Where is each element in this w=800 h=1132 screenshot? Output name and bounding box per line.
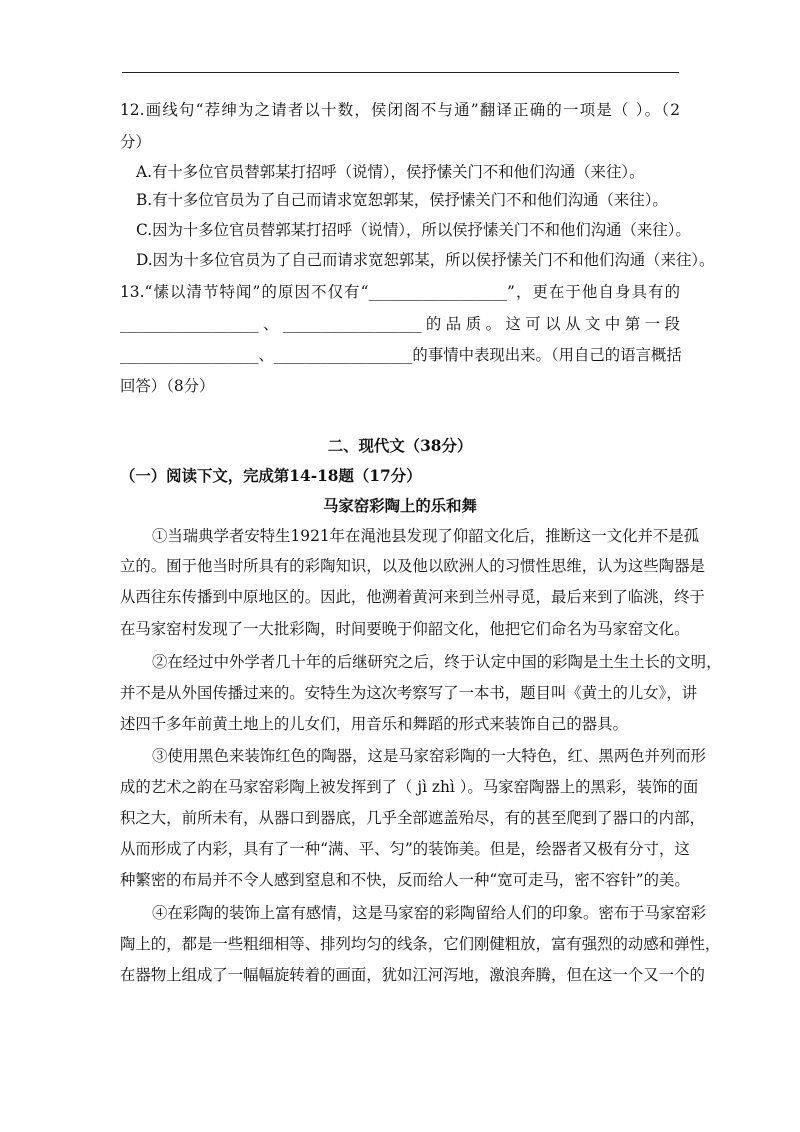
passage-line: 并不是从外国传播过来的。安特生为这次考察写了一本书，题目叫《黄土的儿女》，讲 <box>120 684 698 702</box>
q12-option-b: B.有十多位官员为了自己而请求宽恕郭某，侯抒愫关门不和他们沟通（来往）。 <box>136 191 668 209</box>
passage-line: 在器物上组成了一幅幅旋转着的画面，犹如江河泻地，激浪奔腾，但在这一个又一个的 <box>120 966 705 984</box>
q12-option-a: A.有十多位官员替郭某打招呼（说情），侯抒愫关门不和他们沟通（来往）。 <box>136 163 645 181</box>
passage-title: 马家窑彩陶上的乐和舞 <box>323 497 477 515</box>
q13-line1: 13.“愫以清节特闻”的原因不仅有“__________________”，更在于他自身具有的 <box>120 283 680 301</box>
passage-line: ①当瑞典学者安特生1921年在渑池县发现了仰韶文化后，推断这一文化并不是孤 <box>152 527 700 545</box>
passage-line: ③使用黑色来装饰红色的陶器，这是马家窑彩陶的一大特色，红、黑两色并列而形 <box>152 747 707 765</box>
section-sub-heading: （一）阅读下文，完成第14-18题（17分） <box>120 467 422 485</box>
passage-line: ②在经过中外学者几十年的后继研究之后，终于认定中国的彩陶是土生土长的文明， <box>152 653 722 671</box>
passage-line: 积之大，前所未有，从器口到器底，几乎全部遮盖殆尽，有的甚至爬到了器口的内部， <box>120 809 705 827</box>
q12-option-d: D.因为十多位官员为了自己而请求宽恕郭某，所以侯抒愫关门不和他们沟通（来往）。 <box>136 251 715 269</box>
passage-line: 在马家窑村发现了一大批彩陶，时间要晚于仰韶文化，他把它们命名为马家窑文化。 <box>120 620 690 638</box>
q13-line2: __________________、__________________的品质。这可以从文中第一段 <box>120 315 680 333</box>
passage-line: 成的艺术之韵在马家窑彩陶上被发挥到了（ jì zhì ）。马家窑陶器上的黑彩，装饰的面 <box>120 778 699 796</box>
passage-line: 从西往东传播到中原地区的。因此，他溯着黄河来到兰州寻觅，最后来到了临洮，终于 <box>120 588 705 606</box>
q12-line2: 分） <box>120 133 151 151</box>
passage-line: 陶上的，都是一些粗细相等、排列均匀的线条，它们刚健粗放，富有强烈的动感和弹性， <box>120 935 721 953</box>
q12-line1: 12.画线句“荐绅为之请者以十数，侯闭阁不与通”翻译正确的一项是（ ）。（2 <box>120 101 680 119</box>
passage-line: 述四千多年前黄土地上的儿女们，用音乐和舞蹈的形式来装饰自己的器具。 <box>120 715 628 733</box>
q13-line4: 回答）（8分） <box>120 377 215 395</box>
passage-line: ④在彩陶的装饰上富有感情，这是马家窑的彩陶留给人们的印象。密布于马家窑彩 <box>152 904 707 922</box>
passage-line: 立的。囿于他当时所具有的彩陶知识，以及他以欧洲人的习惯性思维，认为这些陶器是 <box>120 557 705 575</box>
top-rule <box>122 72 679 73</box>
q12-option-c: C.因为十多位官员替郭某打招呼（说情），所以侯抒愫关门不和他们沟通（来往）。 <box>136 221 691 239</box>
passage-line: 从而形成了内彩，具有了一种“满、平、匀”的装饰美。但是，绘器者又极有分寸，这 <box>120 840 690 858</box>
q13-line3: __________________、__________________的事情中表现出来。（用自己的语言概括 <box>120 346 682 364</box>
section-heading: 二、现代文（38分） <box>327 437 473 455</box>
passage-line: 种繁密的布局并不令人感到窒息和不快，反而给人一种“宽可走马，密不容针”的美。 <box>120 871 690 889</box>
